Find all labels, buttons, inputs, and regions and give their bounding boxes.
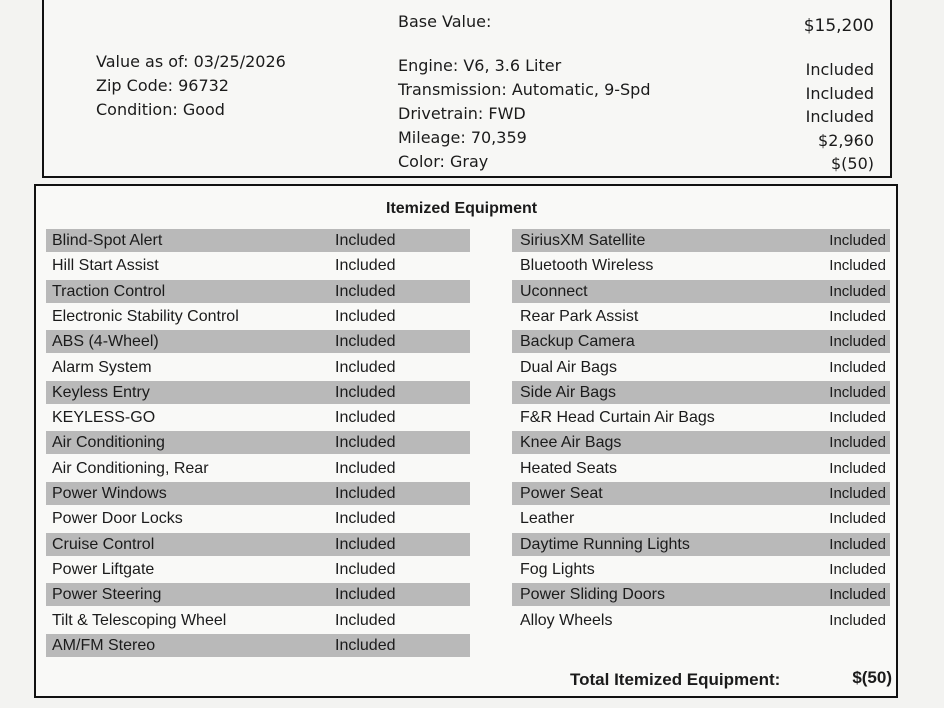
equipment-value: Included	[335, 282, 396, 300]
equipment-value: Included	[335, 535, 396, 553]
equipment-row-right	[512, 254, 890, 277]
equipment-name: Hill Start Assist	[52, 257, 159, 275]
equipment-value: Included	[335, 409, 396, 427]
equipment-name: Air Conditioning, Rear	[52, 459, 209, 477]
equipment-row-left	[46, 280, 470, 303]
equipment-title: Itemized Equipment	[386, 200, 538, 217]
equipment-value: Included	[829, 611, 886, 629]
equipment-row-left	[46, 583, 470, 606]
equipment-value: Included	[829, 485, 886, 502]
equipment-row-right	[512, 330, 890, 353]
equipment-name: Fog Lights	[520, 560, 595, 578]
equipment-value: Included	[829, 434, 886, 452]
equipment-row-left	[46, 482, 470, 505]
equipment-value: Included	[335, 485, 396, 502]
equipment-row-left	[46, 305, 470, 328]
option-transmission: Transmission: Automatic, 9-Spd	[398, 80, 651, 99]
equipment-value: Included	[335, 307, 396, 325]
equipment-name: Power Sliding Doors	[520, 586, 665, 604]
equipment-name: Dual Air Bags	[520, 358, 617, 376]
base-value-label: Base Value:	[398, 12, 492, 31]
option-mileage: Mileage: 70,359	[398, 128, 527, 147]
equipment-name: Cruise Control	[52, 535, 155, 553]
equipment-row-left	[46, 406, 470, 429]
option-drivetrain-value: Included	[805, 107, 874, 126]
zip-code: Zip Code: 96732	[96, 76, 229, 95]
equipment-value: Included	[829, 409, 886, 427]
equipment-name: F&R Head Curtain Air Bags	[520, 409, 715, 427]
option-mileage-value: $2,960	[818, 130, 874, 150]
equipment-name: Keyless Entry	[52, 383, 150, 401]
equipment-row-right	[512, 431, 890, 454]
equipment-row-left	[46, 431, 470, 454]
equipment-value: Included	[335, 459, 396, 477]
equipment-value: Included	[829, 307, 886, 325]
equipment-value: Included	[335, 333, 396, 351]
option-drivetrain: Drivetrain: FWD	[398, 104, 526, 123]
equipment-name: Rear Park Assist	[520, 307, 639, 325]
equipment-name: Knee Air Bags	[520, 434, 622, 452]
equipment-value: Included	[335, 358, 396, 376]
equipment-name: SiriusXM Satellite	[520, 232, 646, 249]
equipment-name: AM/FM Stereo	[52, 636, 156, 654]
equipment-value: Included	[829, 459, 886, 477]
equipment-name: Backup Camera	[520, 333, 635, 351]
equipment-name: Leather	[520, 510, 575, 528]
equipment-name: Power Liftgate	[52, 560, 155, 578]
equipment-value: Included	[335, 586, 396, 604]
equipment-row-right	[512, 457, 890, 480]
vehicle-conditions	[96, 50, 286, 122]
equipment-value: Included	[335, 434, 396, 452]
equipment-row-left	[46, 330, 470, 353]
value-as-of: Value as of: 03/25/2026	[96, 52, 286, 71]
equipment-row-left	[46, 533, 470, 556]
equipment-name: Tilt & Telescoping Wheel	[52, 611, 227, 629]
equipment-value: Included	[829, 358, 886, 376]
equipment-value: Included	[829, 560, 886, 578]
equipment-name: Power Windows	[52, 485, 167, 502]
option-transmission-value: Included	[805, 83, 874, 103]
equipment-row-left	[46, 356, 470, 379]
equipment-value: Included	[829, 586, 886, 604]
equipment-name: Power Seat	[520, 485, 603, 502]
equipment-row-right	[512, 381, 890, 404]
equipment-name: Alarm System	[52, 358, 152, 376]
equipment-value: Included	[335, 257, 396, 275]
equipment-row-left	[46, 609, 470, 632]
itemized-equipment-box	[34, 184, 898, 698]
equipment-name: KEYLESS-GO	[52, 409, 156, 427]
equipment-row-left	[46, 381, 470, 404]
equipment-name: Bluetooth Wireless	[520, 257, 654, 275]
equipment-row-right	[512, 609, 890, 632]
equipment-name: ABS (4-Wheel)	[52, 333, 159, 351]
base-value: $15,200	[803, 16, 874, 36]
option-labels	[398, 54, 650, 174]
equipment-row-right	[512, 229, 890, 252]
equipment-row-left	[46, 254, 470, 277]
equipment-name: Uconnect	[520, 282, 588, 300]
option-values	[806, 58, 874, 176]
condition: Condition: Good	[96, 100, 225, 119]
equipment-row-left	[46, 507, 470, 530]
total-equipment-value: $(50)	[852, 668, 892, 687]
equipment-value: Included	[829, 232, 886, 249]
equipment-value: Included	[829, 510, 886, 528]
option-engine-value: Included	[805, 60, 874, 79]
equipment-row-left	[46, 229, 470, 252]
equipment-name: Heated Seats	[520, 459, 617, 477]
equipment-value: Included	[335, 560, 396, 578]
equipment-value: Included	[335, 383, 396, 401]
equipment-value: Included	[829, 257, 886, 275]
equipment-value: Included	[829, 535, 886, 553]
equipment-row-left	[46, 634, 470, 657]
equipment-value: Included	[335, 510, 396, 528]
equipment-row-right	[512, 305, 890, 328]
equipment-value: Included	[829, 383, 886, 401]
option-color: Color: Gray	[398, 152, 489, 171]
valuation-summary-box	[42, 0, 892, 178]
equipment-row-right	[512, 583, 890, 606]
equipment-name: Air Conditioning	[52, 434, 165, 452]
equipment-name: Daytime Running Lights	[520, 535, 690, 553]
equipment-row-right	[512, 533, 890, 556]
equipment-value: Included	[335, 611, 396, 629]
equipment-value: Included	[335, 636, 396, 654]
equipment-row-right	[512, 558, 890, 581]
equipment-value: Included	[829, 333, 886, 351]
equipment-row-right	[512, 280, 890, 303]
equipment-name: Power Steering	[52, 586, 162, 604]
equipment-value: Included	[335, 232, 396, 249]
equipment-row-right	[512, 482, 890, 505]
equipment-row-right	[512, 406, 890, 429]
equipment-name: Electronic Stability Control	[52, 307, 239, 325]
equipment-name: Traction Control	[52, 282, 166, 300]
equipment-row-left	[46, 457, 470, 480]
equipment-name: Side Air Bags	[520, 383, 617, 401]
total-equipment-label: Total Itemized Equipment:	[570, 670, 781, 689]
option-color-value: $(50)	[830, 154, 874, 173]
equipment-value: Included	[829, 282, 886, 300]
equipment-name: Blind-Spot Alert	[52, 232, 163, 249]
equipment-name: Power Door Locks	[52, 510, 183, 528]
equipment-row-right	[512, 356, 890, 379]
equipment-row-left	[46, 558, 470, 581]
equipment-name: Alloy Wheels	[520, 611, 613, 629]
option-engine: Engine: V6, 3.6 Liter	[398, 56, 562, 75]
equipment-row-right	[512, 507, 890, 530]
